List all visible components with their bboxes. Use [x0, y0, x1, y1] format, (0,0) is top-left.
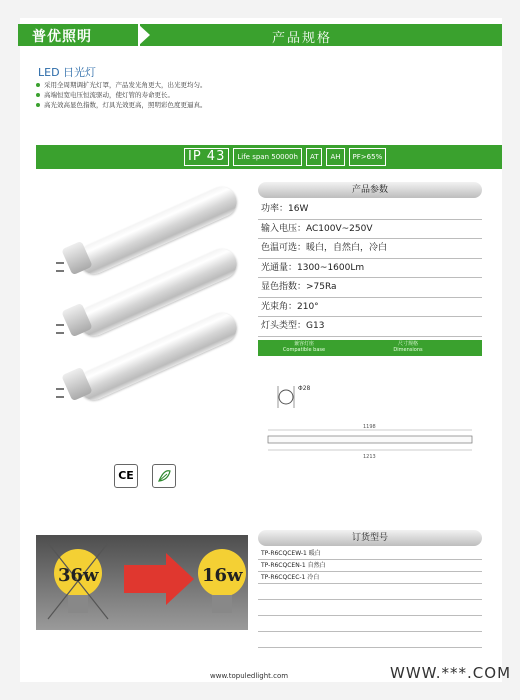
feature-item: 高端恒宽电压恒流驱动，使灯管的寿命更长。	[36, 90, 207, 100]
arrow-right-icon	[124, 553, 194, 605]
aluminum-icon: AH	[326, 148, 344, 166]
param-row: 色温可选：暖白，自然白，冷白	[258, 239, 482, 259]
param-row: 灯头类型：G13	[258, 317, 482, 337]
order-row	[258, 616, 482, 632]
order-row: TP-R6CQCEW-1 暖白	[258, 548, 482, 560]
tube-pin	[56, 262, 64, 264]
feature-list	[36, 80, 207, 110]
tube-side-view	[268, 436, 472, 443]
order-row	[258, 584, 482, 600]
order-row: TP-R6CQCEN-1 自然白	[258, 560, 482, 572]
brand-header	[18, 24, 138, 46]
params-list	[258, 200, 482, 337]
header-chevron-icon	[138, 24, 150, 46]
spec-icons	[184, 148, 386, 166]
temperature-icon: AT	[306, 148, 323, 166]
ce-mark-icon: CE	[114, 464, 138, 488]
param-row: 显色指数：>75Ra	[258, 278, 482, 298]
watermark: WWW.***.COM	[390, 664, 512, 682]
dimension-drawing	[258, 370, 482, 470]
param-row: 光束角：210°	[258, 298, 482, 318]
dimensions-band	[258, 340, 482, 356]
section-header	[140, 24, 502, 46]
product-title: LED 日光灯	[38, 66, 97, 79]
ip-rating-icon: IP 43	[184, 148, 229, 166]
dimensions-label	[378, 341, 438, 353]
old-wattage: 36w	[58, 565, 99, 586]
compatible-base-cn: 兼容灯座	[293, 341, 314, 347]
lifespan-icon: Life span 50000h	[233, 148, 302, 166]
feature-item: 高光效高显色指数，灯具光效更高，照明彩色度更逼真。	[36, 100, 207, 110]
dimensions-cn: 尺寸规格	[397, 341, 418, 347]
diameter-label: Φ28	[298, 385, 311, 392]
power-factor-icon: PF>65%	[349, 148, 387, 166]
order-row	[258, 600, 482, 616]
tube-pin	[56, 388, 64, 390]
tube-cross-section	[279, 390, 293, 404]
tube-pin	[56, 396, 64, 398]
order-list	[258, 548, 482, 648]
order-header: 订货型号	[258, 530, 482, 546]
compatible-base-en: Compatible base	[282, 347, 326, 353]
order-row: TP-R6CQCEC-1 冷白	[258, 572, 482, 584]
tube-pin	[56, 332, 64, 334]
section-title: 产品规格	[272, 31, 333, 46]
feature-item: 采用全周期调扩光灯罩，产品发光角更大，出光更均匀。	[36, 80, 207, 90]
tube-pin	[56, 270, 64, 272]
order-row	[258, 632, 482, 648]
rohs-leaf-icon	[152, 464, 176, 488]
tube-pin	[56, 324, 64, 326]
length-label: 1198	[363, 424, 376, 430]
dimensions-en: Dimensions	[393, 347, 423, 353]
energy-comparison-panel	[36, 535, 248, 630]
total-length-label: 1213	[363, 454, 376, 460]
param-row: 光通量：1300~1600Lm	[258, 259, 482, 279]
bulb-comparison	[36, 535, 248, 630]
param-row: 输入电压：AC100V~250V	[258, 220, 482, 240]
footer-url: www.topuledlight.com	[210, 672, 289, 680]
param-row: 功率：16W	[258, 200, 482, 220]
new-wattage: 16w	[202, 565, 243, 586]
params-header: 产品参数	[258, 182, 482, 198]
compatible-base-label	[274, 341, 334, 353]
brand-name: 普优照明	[32, 29, 92, 45]
